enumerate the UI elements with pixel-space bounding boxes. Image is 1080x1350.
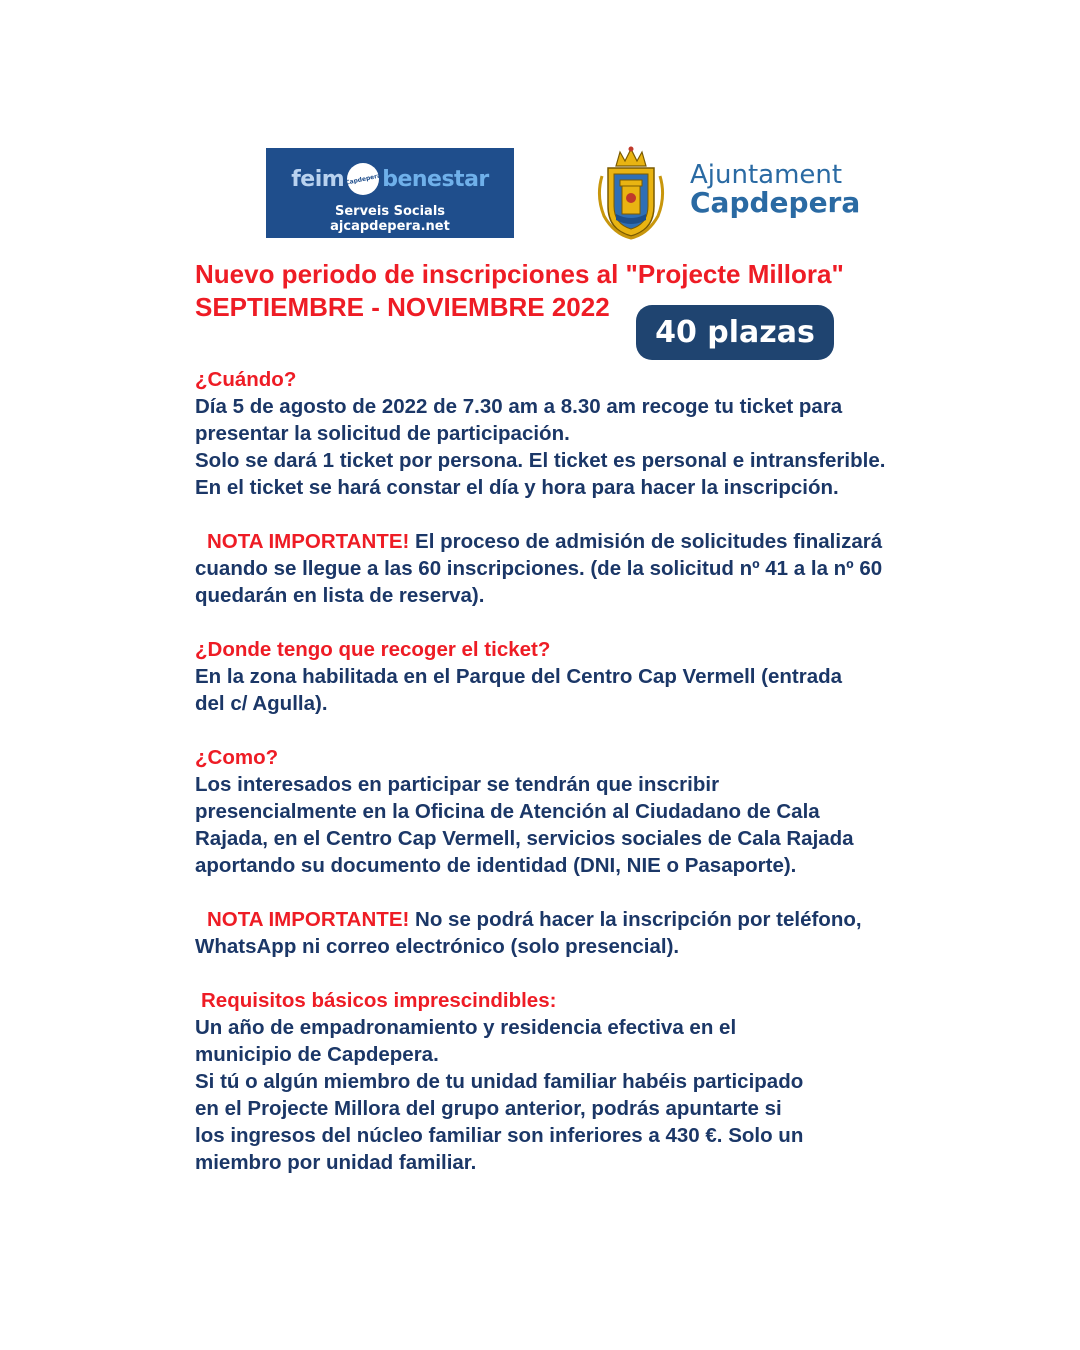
como-line: aportando su documento de identidad (DNI, NIE o Pasaporte).	[195, 854, 797, 877]
nota-1-label: NOTA IMPORTANTE!	[207, 530, 410, 553]
logo-website: ajcapdepera.net	[330, 219, 450, 234]
plazas-badge: 40 plazas	[636, 305, 834, 360]
requisitos-line: Si tú o algún miembro de tu unidad familiar habéis participado	[195, 1070, 804, 1093]
capdepera-emblem-icon	[344, 163, 382, 195]
nota-2-text: No se podrá hacer la inscripción por teléfono,	[409, 908, 862, 931]
nota-1-line: quedarán en lista de reserva).	[195, 584, 485, 607]
nota-1-line: cuando se llegue a las 60 inscripciones. (de la solicitud nº 41 a la nº 60	[195, 557, 883, 580]
section-title-como: ¿Como?	[195, 746, 279, 769]
capdepera-label: Capdepera	[690, 186, 861, 219]
section-title-donde: ¿Donde tengo que recoger el ticket?	[195, 638, 551, 661]
ajuntament-label: Ajuntament	[690, 160, 843, 190]
logo-serveis-socials: Serveis Socials	[334, 204, 446, 219]
requisitos-line: municipio de Capdepera.	[195, 1043, 439, 1066]
como-line: presencialmente en la Oficina de Atención al Ciudadano de Cala	[195, 800, 820, 823]
nota-1	[195, 528, 925, 555]
section-title-requisitos: Requisitos básicos imprescindibles:	[201, 989, 557, 1012]
requisitos-line: en el Projecte Millora del grupo anterior, podrás apuntarte si	[195, 1097, 782, 1120]
nota-2-label: NOTA IMPORTANTE!	[207, 908, 410, 931]
cuando-line: En el ticket se hará constar el día y hora para hacer la inscripción.	[195, 476, 839, 499]
cuando-line: Día 5 de agosto de 2022 de 7.30 am a 8.30 am recoge tu ticket para	[195, 395, 843, 418]
cuando-line: presentar la solicitud de participación.	[195, 422, 570, 445]
requisitos-line: Un año de empadronamiento y residencia efectiva en el	[195, 1016, 737, 1039]
donde-line: En la zona habilitada en el Parque del Centro Cap Vermell (entrada	[195, 665, 843, 688]
nota-1-text: El proceso de admisión de solicitudes finalizará	[409, 530, 883, 553]
headline-line-2: SEPTIEMBRE - NOVIEMBRE 2022	[195, 292, 610, 322]
municipal-crest-icon	[594, 146, 668, 240]
flyer-body	[195, 366, 925, 1176]
logo-word-feim: feim	[291, 166, 345, 192]
nota-2-line: WhatsApp ni correo electrónico (solo presencial).	[195, 935, 680, 958]
requisitos-line: los ingresos del núcleo familiar son inferiores a 430 €. Solo un	[195, 1124, 804, 1147]
logo-word-benestar: benestar	[382, 166, 489, 192]
como-line: Los interesados en participar se tendrán que inscribir	[195, 773, 720, 796]
cuando-line: Solo se dará 1 ticket por persona. El ticket es personal e intransferible.	[195, 449, 886, 472]
feim-benestar-logo	[266, 148, 514, 238]
emblem-text: Capdepera	[344, 171, 382, 187]
headline-line-1: Nuevo periodo de inscripciones al "Projecte Millora"	[195, 259, 844, 289]
requisitos-line: miembro por unidad familiar.	[195, 1151, 477, 1174]
como-line: Rajada, en el Centro Cap Vermell, servicios sociales de Cala Rajada	[195, 827, 854, 850]
donde-line: del c/ Agulla).	[195, 692, 328, 715]
ajuntament-logo	[690, 162, 860, 217]
feim-benestar-wordmark	[266, 162, 514, 196]
nota-2	[195, 906, 925, 933]
section-title-cuando: ¿Cuándo?	[195, 368, 297, 391]
